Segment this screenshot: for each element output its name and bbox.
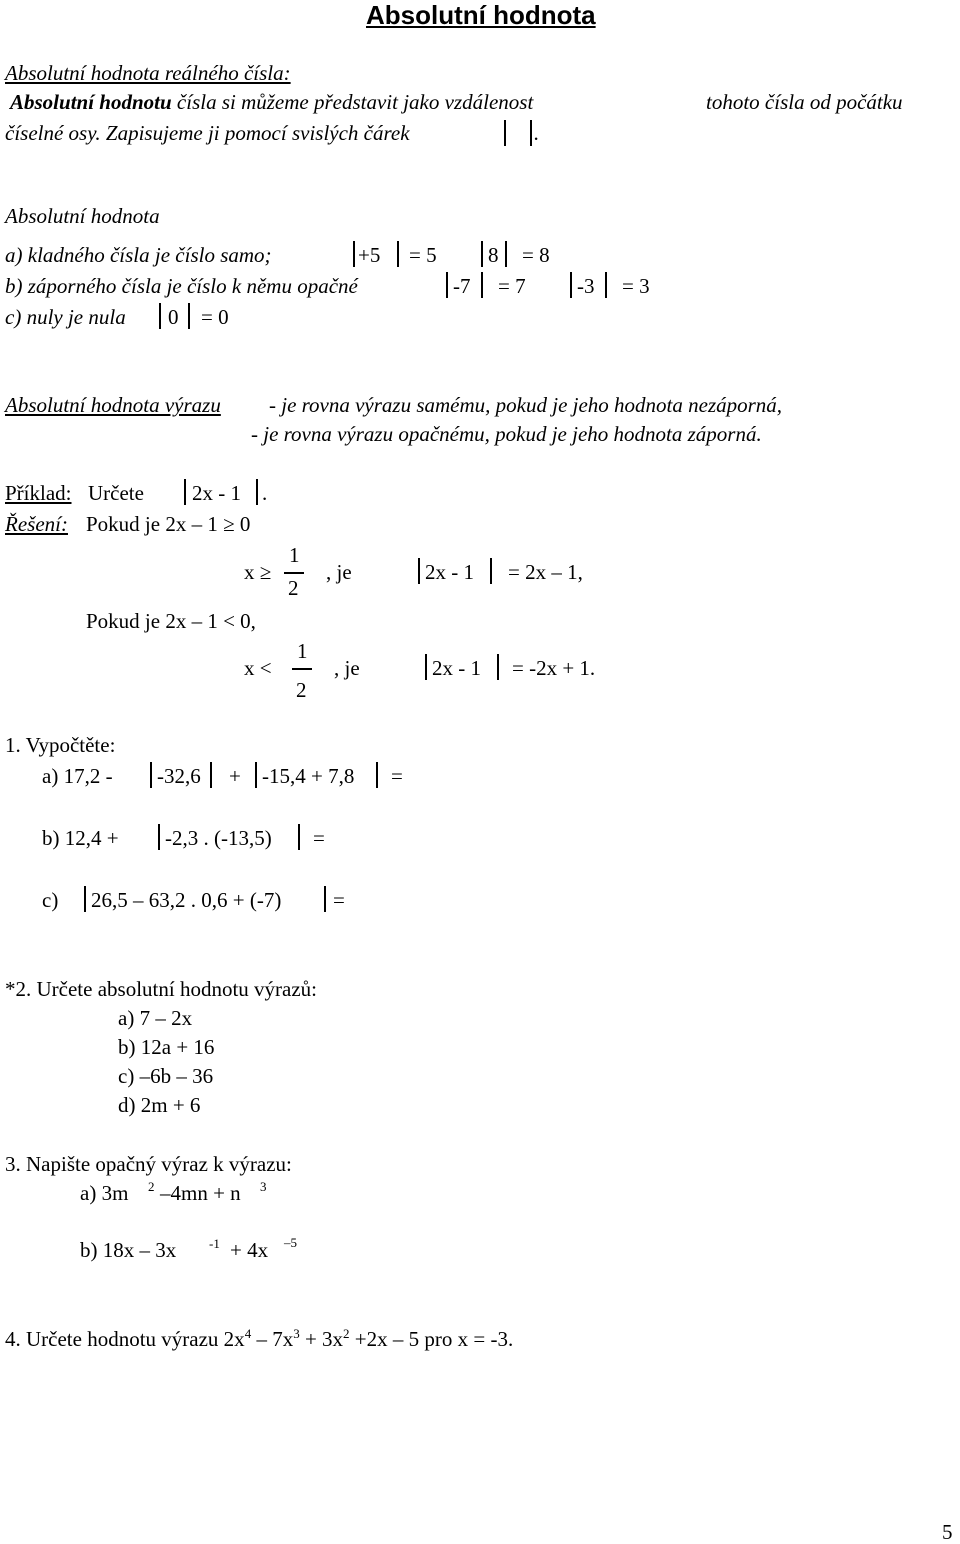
abs-bar [376, 762, 378, 788]
exercise-3a-part-2: –4mn + n [160, 1181, 241, 1205]
exercise-1c-end: = [333, 888, 345, 912]
abs-bar [397, 241, 399, 267]
definition-heading: Absolutní hodnota [5, 204, 160, 228]
definition-b-ex2-eq: = 3 [622, 274, 650, 298]
page-number: 5 [942, 1520, 953, 1544]
exercise-1a-mid: + [229, 764, 241, 788]
abs-bar [481, 272, 483, 298]
abs-bar [490, 558, 492, 584]
abs-bar [570, 272, 572, 298]
exercise-1a-pre: a) 17,2 - [42, 764, 113, 788]
superscript: -1 [209, 1236, 220, 1251]
solution-res-1-eq: = 2x – 1, [508, 560, 583, 584]
abs-bar [255, 762, 257, 788]
exercise-2-item: b) 12a + 16 [118, 1035, 215, 1059]
exercise-1a-in-1: -32,6 [157, 764, 201, 788]
intro-heading: Absolutní hodnota reálného čísla: [5, 61, 291, 85]
exercise-3a-part-1: a) 3m [80, 1181, 129, 1205]
exercise-1b-in-1: -2,3 . (-13,5) [165, 826, 272, 850]
abs-bar [505, 241, 507, 267]
abs-bar [256, 479, 258, 505]
page-title: Absolutní hodnota [366, 0, 596, 30]
exercise-1a-in-2: -15,4 + 7,8 [262, 764, 355, 788]
example-task: Určete [88, 481, 144, 505]
intro-rest: čísla si můžeme představit jako vzdálenost [176, 90, 534, 114]
abs-bar [159, 303, 161, 329]
fraction-denominator: 2 [288, 576, 299, 600]
solution-res-2-in: 2x - 1 [432, 656, 481, 680]
exercise-3b-part-1: b) 18x – 3x [80, 1238, 177, 1262]
abs-bar [188, 303, 190, 329]
abs-bar [446, 272, 448, 298]
exercise-3b-part-2: + 4x [230, 1238, 269, 1262]
intro-line-2-end: . [534, 121, 540, 145]
abs-bar [298, 824, 300, 850]
definition-a-ex1-in: +5 [358, 243, 381, 267]
solution-je: , je [326, 560, 352, 584]
superscript: 3 [293, 1326, 300, 1341]
abs-bar [84, 886, 86, 912]
solution-case-1: Pokud je 2x – 1 ≥ 0 [86, 512, 251, 536]
exercise-2-item: a) 7 – 2x [118, 1006, 193, 1030]
solution-res-2-eq: = -2x + 1. [512, 656, 596, 680]
abs-bar [530, 120, 532, 146]
exercise-4-part-4: +2x – 5 pro x = -3. [349, 1327, 514, 1351]
expression-line-1: - je rovna výrazu samému, pokud je jeho hodnota nezáporná, [269, 393, 783, 417]
example-label: Příklad: [5, 481, 72, 505]
solution-je-2: , je [334, 656, 360, 680]
definition-a-ex2-eq: = 8 [522, 243, 550, 267]
exercise-2-title: *2. Určete absolutní hodnotu výrazů: [5, 977, 318, 1001]
abs-bar [324, 886, 326, 912]
definition-a-ex2-in: 8 [488, 243, 499, 267]
superscript: 3 [260, 1179, 267, 1194]
intro-bold: Absolutní hodnotu [10, 90, 172, 114]
expression-label: Absolutní hodnota výrazu [5, 393, 221, 417]
example-task-in: 2x - 1 [192, 481, 241, 505]
fraction-line [292, 668, 312, 670]
definition-c-ex-eq: = 0 [201, 305, 229, 329]
exercise-4-part-2: – 7x [251, 1327, 294, 1351]
solution-case-2: Pokud je 2x – 1 < 0, [86, 609, 256, 633]
superscript: 2 [343, 1326, 350, 1341]
definition-b-ex2-in: -3 [577, 274, 595, 298]
exercise-4-part-3: + 3x [299, 1327, 344, 1351]
exercise-1b-pre: b) 12,4 + [42, 826, 119, 850]
superscript: –5 [284, 1235, 297, 1250]
fraction-numerator: 1 [289, 543, 300, 567]
example-task-end: . [262, 481, 268, 505]
exercise-4-part-1: 4. Určete hodnotu výrazu 2x [5, 1327, 245, 1351]
definition-c: c) nuly je nula [5, 305, 126, 329]
abs-bar [210, 762, 212, 788]
abs-bar [158, 824, 160, 850]
fraction-numerator: 1 [297, 639, 308, 663]
expression-line-2: - je rovna výrazu opačnému, pokud je jeho hodnota záporná. [251, 422, 762, 446]
abs-bar [418, 558, 420, 584]
abs-bar [504, 120, 506, 146]
definition-c-ex-in: 0 [168, 305, 179, 329]
definition-b-ex1-in: -7 [453, 274, 471, 298]
superscript: 2 [148, 1179, 155, 1194]
abs-bar [425, 654, 427, 680]
abs-bar [481, 241, 483, 267]
intro-line-1 [10, 92, 533, 113]
exercise-2-item: c) –6b – 36 [118, 1064, 214, 1088]
abs-bar [150, 762, 152, 788]
intro-line-1-end: tohoto čísla od počátku [706, 90, 903, 114]
exercise-3-title: 3. Napište opačný výraz k výrazu: [5, 1152, 292, 1176]
definition-a: a) kladného čísla je číslo samo; [5, 243, 272, 267]
exercise-2-item: d) 2m + 6 [118, 1093, 201, 1117]
definition-b-ex1-eq: = 7 [498, 274, 526, 298]
definition-b: b) záporného čísla je číslo k němu opačné [5, 274, 358, 298]
fraction-line [284, 572, 304, 574]
exercise-1-title: 1. Vypočtěte: [5, 733, 116, 757]
exercise-1b-end: = [313, 826, 325, 850]
superscript: 4 [244, 1326, 252, 1341]
exercise-1a-end: = [391, 764, 403, 788]
abs-bar [353, 241, 355, 267]
intro-line-2: číselné osy. Zapisujeme ji pomocí svislých čárek [5, 121, 410, 145]
solution-x-lt: x < [244, 656, 272, 680]
abs-bar [605, 272, 607, 298]
solution-res-1-in: 2x - 1 [425, 560, 474, 584]
definition-a-ex1-eq: = 5 [409, 243, 437, 267]
fraction-denominator: 2 [296, 678, 307, 702]
exercise-4 [5, 1327, 513, 1350]
abs-bar [497, 654, 499, 680]
abs-bar [184, 479, 186, 505]
solution-x-ge: x ≥ [244, 560, 272, 584]
exercise-1c-in-1: 26,5 – 63,2 . 0,6 + (-7) [91, 888, 282, 912]
solution-label: Řešení: [5, 512, 68, 536]
exercise-1c-pre: c) [42, 888, 59, 912]
